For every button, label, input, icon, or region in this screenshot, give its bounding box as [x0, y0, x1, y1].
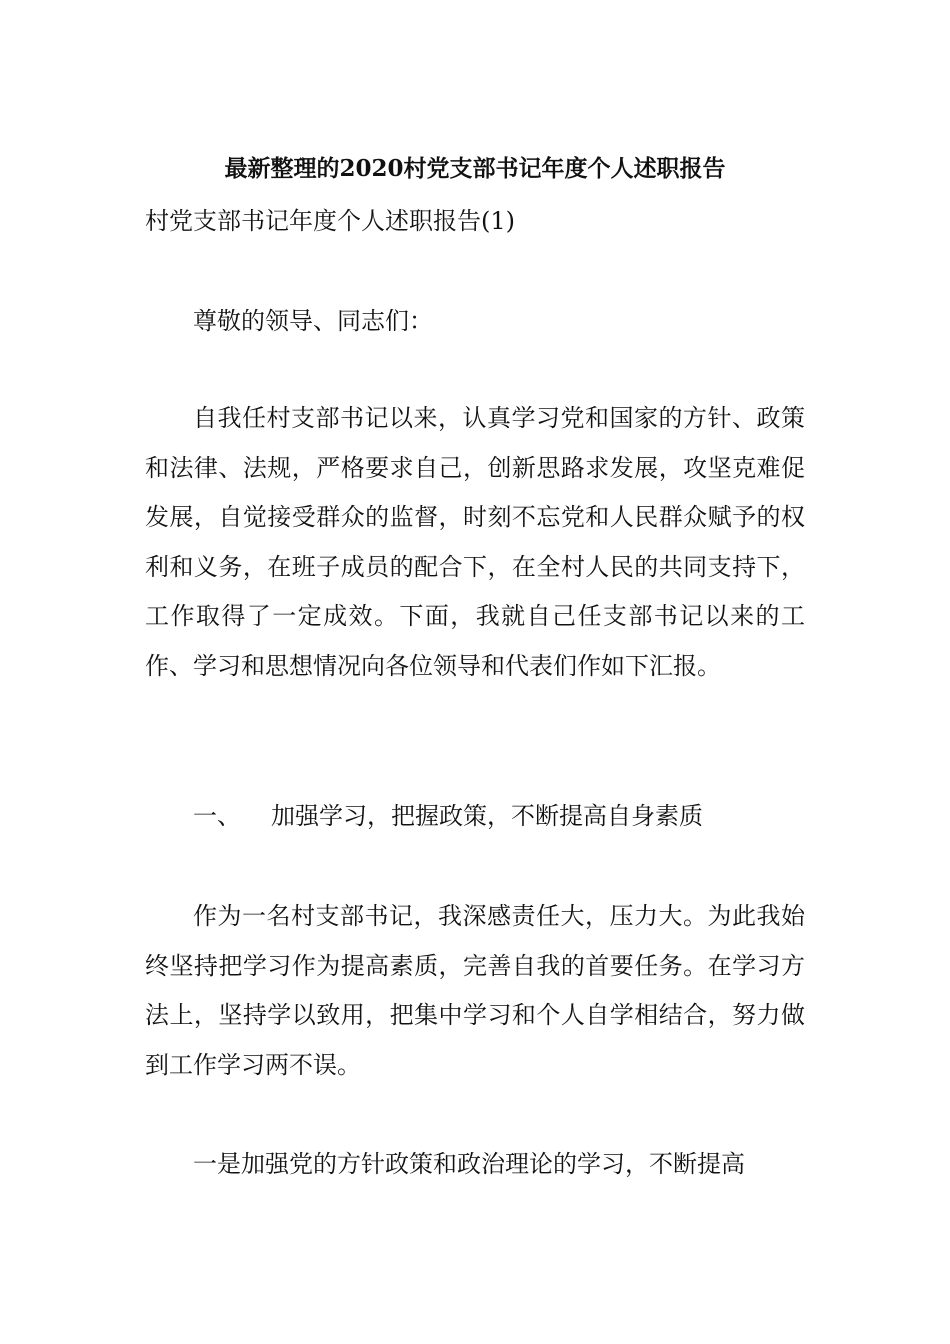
paragraph-first-point: 一是加强党的方针政策和政治理论的学习，不断提高	[193, 1150, 745, 1178]
section-heading-number: 一、	[193, 802, 241, 830]
paragraph-intro: 自我任村支部书记以来，认真学习党和国家的方针、政策和法律、法规，严格要求自己，创新思路求发展，攻坚克难促发展，自觉接受群众的监督，时刻不忘党和人民群众赋予的权利和义务，在班子成员的配合下，在全村人民的共同支持下，工作取得了一定成效。下面，我就自己任支部书记以来的工作、学习和思想情况向各位领导和代表们作如下汇报。	[145, 404, 805, 680]
document-subtitle: 村党支部书记年度个人述职报告(1)	[145, 207, 515, 235]
paragraph-study: 作为一名村支部书记，我深感责任大，压力大。为此我始终坚持把学习作为提高素质，完善自我的首要任务。在学习方法上，坚持学以致用，把集中学习和个人自学相结合，努力做到工作学习两不误。	[145, 902, 805, 1079]
section-heading-text: 加强学习，把握政策，不断提高自身素质	[271, 802, 703, 830]
greeting: 尊敬的领导、同志们：	[193, 307, 433, 335]
section-heading-1	[145, 792, 805, 842]
document-title: 最新整理的2020村党支部书记年度个人述职报告	[224, 155, 726, 182]
